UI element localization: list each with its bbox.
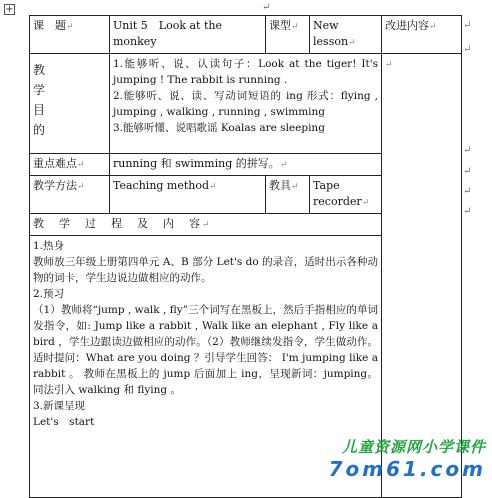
improve-content-cell: ↵ bbox=[382, 54, 462, 498]
type-value-cell: New lesson↵ bbox=[310, 16, 382, 54]
row-end-mark-icon: ↵ bbox=[463, 20, 472, 31]
methods-value: Teaching method bbox=[113, 179, 210, 192]
title-label-cell: 课 题↵ bbox=[30, 16, 110, 54]
difficulty-label: 重点难点 bbox=[33, 157, 77, 170]
type-label-cell: 课型↵ bbox=[266, 16, 310, 54]
row-end-mark-icon: ↵ bbox=[463, 145, 472, 156]
process-heading: 教 学 过 程 及 内 容 bbox=[33, 217, 202, 230]
watermark-line2: 7om61.com bbox=[328, 457, 486, 481]
process-line-5: 3.新课呈现 bbox=[33, 400, 86, 412]
paragraph-mark-icon: ↵ bbox=[262, 2, 271, 13]
type-label: 课型 bbox=[269, 19, 292, 32]
difficulty-value: running 和 swimming 的拼写。 bbox=[113, 157, 280, 170]
watermark-line1: 儿童资源网小学课件 bbox=[341, 438, 486, 456]
watermark-logo bbox=[329, 436, 486, 481]
process-line-6: Let's start bbox=[33, 416, 95, 428]
objectives-label-cell bbox=[30, 54, 110, 154]
improve-label-cell: 改进内容↵ bbox=[382, 16, 462, 54]
title-label: 课 题 bbox=[33, 19, 66, 32]
type-value: New lesson bbox=[313, 19, 349, 48]
table-move-handle-icon[interactable]: + bbox=[5, 4, 14, 15]
tools-label: 教具 bbox=[269, 179, 292, 192]
difficulty-value-cell: running 和 swimming 的拼写。↵ bbox=[110, 154, 382, 176]
process-line-2: 教师放三年级上册第四单元 A、B 部分 Let's do 的录音，适时出示各种动物的词卡，学生边说边做相应的动作。 bbox=[33, 256, 379, 284]
process-line-1: 1.热身 bbox=[33, 240, 65, 252]
difficulty-label-cell: 重点难点↵ bbox=[30, 154, 110, 176]
methods-label-cell: 教学方法↵ bbox=[30, 176, 110, 214]
tools-value: Tape recorder bbox=[313, 179, 362, 208]
objective-item-2: 2.能够听、说、读、写动词短语的 ing 形式：flying , jumping , walking , running , swimming bbox=[113, 90, 379, 118]
title-value-cell bbox=[110, 16, 266, 54]
process-line-4: （1）教师将“jump , walk , fly”三个词写在黑板上，然后手指相应的单词发指令，如: Jump like a rabbit , Walk like an elephant , Fly like a bird ，学生边跟读边做相应的动作。（2）教师继续发指令，学生做动作。适时提问：What are you doing ？引导学生回答： I'm jumping like a rabbit 。 教师在黑板上的 jump 后面加上 ing，呈现新词：jumping。同法引入 walking 和 flying 。 bbox=[33, 304, 379, 396]
title-value: Unit 5 Look at the monkey bbox=[113, 19, 222, 48]
row-end-mark-icon: ↵ bbox=[463, 206, 472, 217]
objectives-label: 教学目的 bbox=[33, 63, 46, 137]
process-line-3: 2.预习 bbox=[33, 288, 65, 300]
objective-item-1: 1.能够听、说、认读句子：Look at the tiger! It's jumping ! The rabbit is running . bbox=[113, 58, 379, 86]
tools-label-cell: 教具↵ bbox=[266, 176, 310, 214]
improve-label: 改进内容 bbox=[385, 19, 430, 32]
objectives-cell bbox=[110, 54, 382, 154]
lesson-plan-table bbox=[29, 15, 462, 498]
tools-value-cell: Tape recorder↵ bbox=[310, 176, 382, 214]
row-end-mark-icon: ↵ bbox=[463, 44, 472, 55]
row-end-mark-icon: ↵ bbox=[463, 166, 472, 177]
methods-label: 教学方法 bbox=[33, 179, 77, 192]
process-heading-cell: 教 学 过 程 及 内 容↵ bbox=[30, 214, 382, 236]
methods-value-cell: Teaching method↵ bbox=[110, 176, 266, 214]
row-end-mark-icon: ↵ bbox=[463, 186, 472, 197]
objective-item-3: 3.能够听懂、说唱歌谣 Koalas are sleeping bbox=[113, 122, 325, 134]
